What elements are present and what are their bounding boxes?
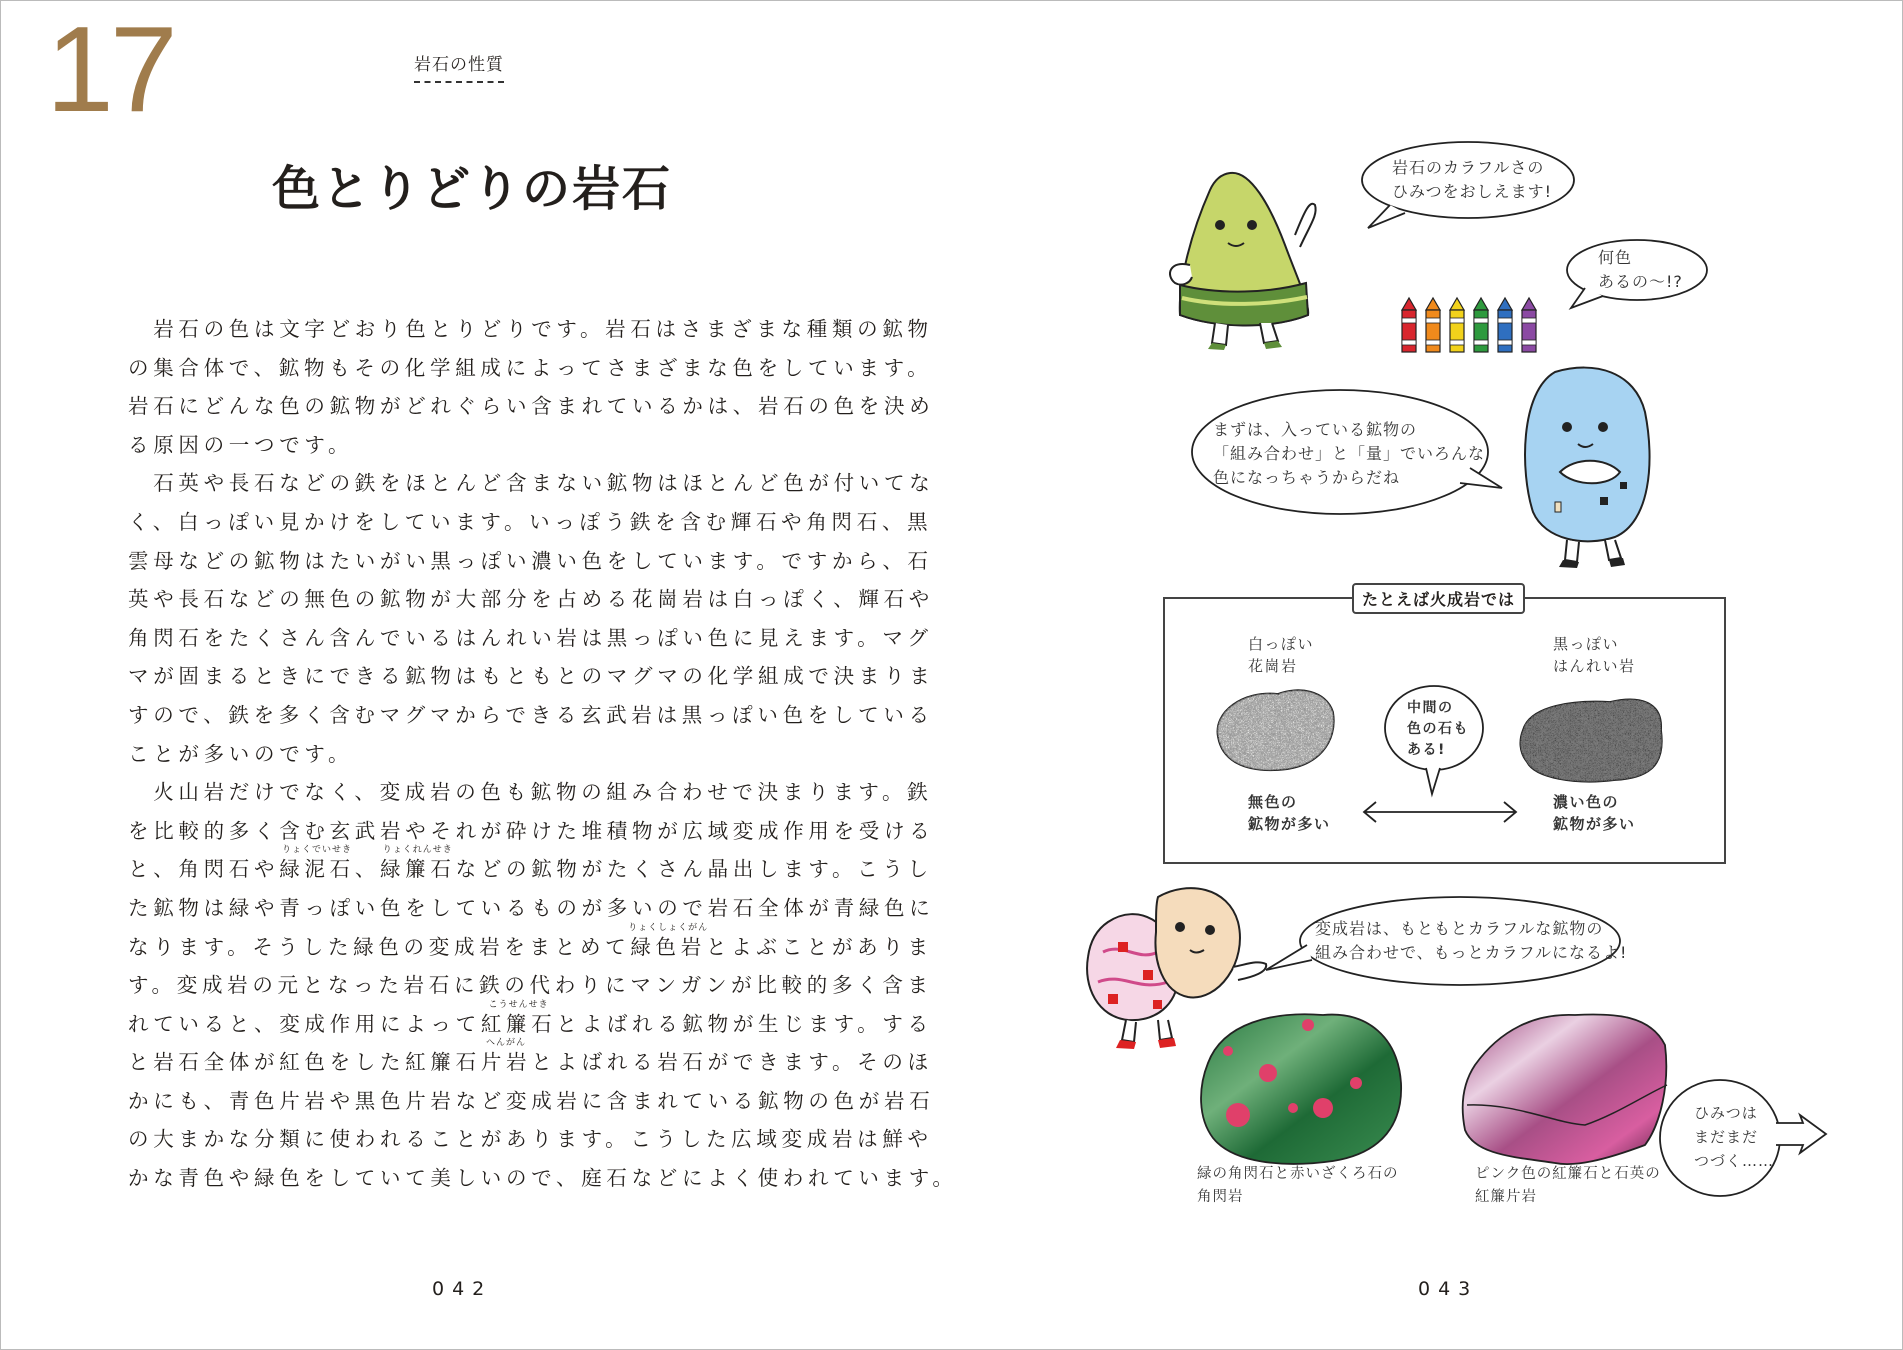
body-line (128, 426, 808, 465)
ruby-word: 緑色岩 りょくしょくがん (628, 922, 709, 959)
crayon (1402, 298, 1416, 352)
box-title: たとえば火成岩では (1352, 583, 1525, 614)
caption-line: 紅簾片岩 (1475, 1189, 1537, 1205)
caption-piemontite-schist (1475, 1163, 1661, 1209)
bubble-line: つづく…… (1694, 1152, 1775, 1170)
label-line: はんれい岩 (1553, 657, 1636, 675)
body-line (128, 1159, 958, 1198)
body-line (128, 310, 933, 349)
text-segment: とよぶことがありま (705, 934, 933, 959)
body-line (128, 696, 934, 735)
bubble-line: まだまだ (1694, 1128, 1759, 1146)
gabbro-label (1553, 633, 1636, 677)
body-text (128, 310, 958, 1198)
label-line: ある! (1407, 742, 1446, 758)
speech-bubble-explain (1213, 418, 1485, 490)
speech-bubble-intro (1392, 156, 1552, 204)
body-line (128, 922, 933, 967)
label-line: 花崗岩 (1248, 657, 1298, 675)
label-line: 濃い色の (1553, 793, 1620, 811)
chapter-number: 17 (46, 1, 174, 137)
body-line (128, 773, 933, 812)
gabbro-rock-illustration (1515, 690, 1667, 786)
caption-line: 緑の角閃石と赤いざくろ石の (1197, 1166, 1399, 1182)
text-segment: 雲母などの鉱物はたいがい黒っぽい濃い色をしています。ですから、石 (128, 548, 933, 573)
text-segment: れていると、変成作用によって (128, 1011, 481, 1036)
furigana: こうせんせき (488, 999, 549, 1010)
bubble-line: 色になっちゃうからだね (1213, 468, 1401, 487)
crayon (1474, 298, 1488, 352)
text-segment: 岩石の色は文字どおり色とりどりです。岩石はさまざまな種類の鉱物 (128, 317, 933, 341)
colorless-minerals-note (1248, 791, 1331, 835)
body-line (128, 1038, 933, 1082)
text-segment: と、角閃石や (128, 857, 280, 882)
bubble-line: 「組み合わせ」と「量」でいろんな (1213, 444, 1486, 463)
body-line (128, 1120, 933, 1159)
bubble-line: ひみつは (1694, 1104, 1758, 1122)
ruby-word: 紅簾石 こうせんせき (480, 999, 557, 1036)
text-segment: なります。そうした緑色の変成岩をまとめて (128, 934, 631, 959)
blue-rock-character-illustration (1515, 362, 1660, 572)
green-rock-character-illustration (1160, 165, 1330, 350)
text-segment: 英や長石などの無色の鉱物が大部分を占める花崗岩は白っぽく、輝石や (128, 587, 934, 612)
intermediate-bubble (1407, 698, 1469, 761)
speech-bubble-question (1598, 246, 1683, 294)
body-line (128, 542, 933, 581)
speech-bubble-metamorphic (1315, 917, 1627, 965)
text-segment: 角閃石をたくさん含んでいるはんれい岩は黒っぽい色に見えます。マグ (128, 625, 933, 650)
body-line (128, 657, 935, 696)
bubble-line: ひみつをおしえます! (1392, 182, 1553, 201)
piemontite-schist-rock-illustration (1455, 1005, 1677, 1170)
ruby-word: 緑泥石 りょくでいせき (279, 845, 355, 882)
body-line (128, 966, 933, 1005)
crayon (1522, 298, 1536, 352)
text-segment: 、 (354, 857, 381, 882)
label-line: 鉱物が多い (1248, 815, 1331, 833)
text-segment: などの鉱物がたくさん晶出します。こうし (455, 857, 933, 882)
text-segment: る原因の一つです。 (128, 432, 354, 457)
page-number-left: 042 (432, 1278, 493, 1300)
furigana: へんがん (486, 1038, 527, 1049)
body-line (128, 503, 933, 542)
bubble-line: 組み合わせで、もっとカラフルになるよ! (1315, 943, 1628, 962)
text-segment: 火山岩だけでなく、変成岩の色も鉱物の組み合わせで決まります。鉄 (128, 780, 933, 805)
body-line (128, 812, 935, 851)
double-arrow-icon (1362, 800, 1518, 824)
dark-minerals-note (1553, 791, 1636, 835)
crayons-illustration (1398, 296, 1548, 356)
text-segment: 石英や長石などの鉄をほとんど含まない鉱物はほとんど色が付いてな (128, 471, 935, 496)
text-segment: た鉱物は緑や青っぽい色をしているものが多いので岩石全体が青緑色に (128, 895, 935, 920)
body-line (128, 464, 935, 503)
body-line (128, 580, 934, 619)
text-segment: す。変成岩の元となった岩石に鉄の代わりにマンガンが比較的多く含ま (128, 973, 933, 998)
body-line (128, 349, 933, 388)
bubble-line: 何色 (1598, 248, 1633, 267)
ruby-word: 緑簾石 りょくれんせき (380, 845, 456, 882)
text-segment: の大まかな分類に使われることがあります。こうした広域変成岩は鮮や (128, 1127, 933, 1152)
text-segment: かにも、青色片岩や黒色片岩など変成岩に含まれている鉱物の色が岩石 (128, 1088, 935, 1113)
bubble-line: あるの〜!? (1598, 272, 1683, 291)
text-segment: かな青色や緑色をしていて美しいので、庭石などによく使われています。 (128, 1166, 958, 1191)
body-line (128, 1082, 935, 1121)
caption-line: 角閃岩 (1197, 1189, 1244, 1205)
page-number-right: 043 (1418, 1278, 1479, 1300)
label-line: 無色の (1248, 793, 1298, 811)
text-segment: ことが多いのです。 (128, 741, 354, 766)
crayon (1450, 298, 1464, 352)
crayon (1498, 298, 1512, 352)
text-segment: とよばれる鉱物が生じます。する (556, 1011, 933, 1036)
text-segment: の集合体で、鉱物もその化学組成によってさまざまな色をしています。 (128, 355, 933, 380)
label-line: 黒っぽい (1553, 635, 1620, 653)
label-line: 鉱物が多い (1553, 815, 1636, 833)
label-line: 中間の (1407, 700, 1454, 716)
crayon (1426, 298, 1440, 352)
body-line (128, 735, 808, 774)
section-label: 岩石の性質 (414, 50, 504, 83)
amphibolite-rock-illustration (1193, 1003, 1408, 1168)
furigana: りょくしょくがん (628, 922, 709, 933)
body-line (128, 387, 935, 426)
text-segment: 岩石にどんな色の鉱物がどれぐらい含まれているかは、岩石の色を決め (128, 394, 935, 419)
bubble-line: 変成岩は、もともとカラフルな鉱物の (1315, 919, 1604, 938)
granite-rock-illustration (1208, 682, 1338, 774)
furigana: りょくでいせき (281, 845, 353, 856)
caption-amphibolite (1197, 1163, 1399, 1209)
body-line (128, 999, 933, 1044)
page-title: 色とりどりの岩石 (272, 161, 673, 217)
body-line (128, 619, 933, 658)
bubble-line: 岩石のカラフルさの (1392, 158, 1545, 177)
body-line (128, 845, 933, 889)
text-segment: マが固まるときにできる鉱物はもともとのマグマの化学組成で決まりま (128, 664, 935, 689)
granite-label (1248, 633, 1314, 677)
label-line: 色の石も (1407, 721, 1469, 737)
text-segment: とよばれる岩石ができます。そのほ (531, 1050, 933, 1075)
furigana: りょくれんせき (382, 845, 453, 856)
bubble-line: まずは、入っている鉱物の (1213, 420, 1418, 439)
text-segment: を比較的多く含む玄武岩やそれが砕けた堆積物が広域変成作用を受ける (128, 818, 935, 843)
text-segment: すので、鉄を多く含むマグマからできる玄武岩は黒っぽい色をしている (128, 702, 934, 727)
caption-line: ピンク色の紅簾石と石英の (1475, 1166, 1661, 1182)
text-segment: く、白っぽい見かけをしています。いっぽう鉄を含む輝石や角閃石、黒 (128, 509, 933, 534)
label-line: 白っぽい (1248, 635, 1315, 653)
speech-bubble-continue (1694, 1101, 1774, 1173)
ruby-word: 片岩 へんがん (480, 1038, 532, 1075)
text-segment: と岩石全体が紅色をした紅簾石 (128, 1050, 481, 1075)
